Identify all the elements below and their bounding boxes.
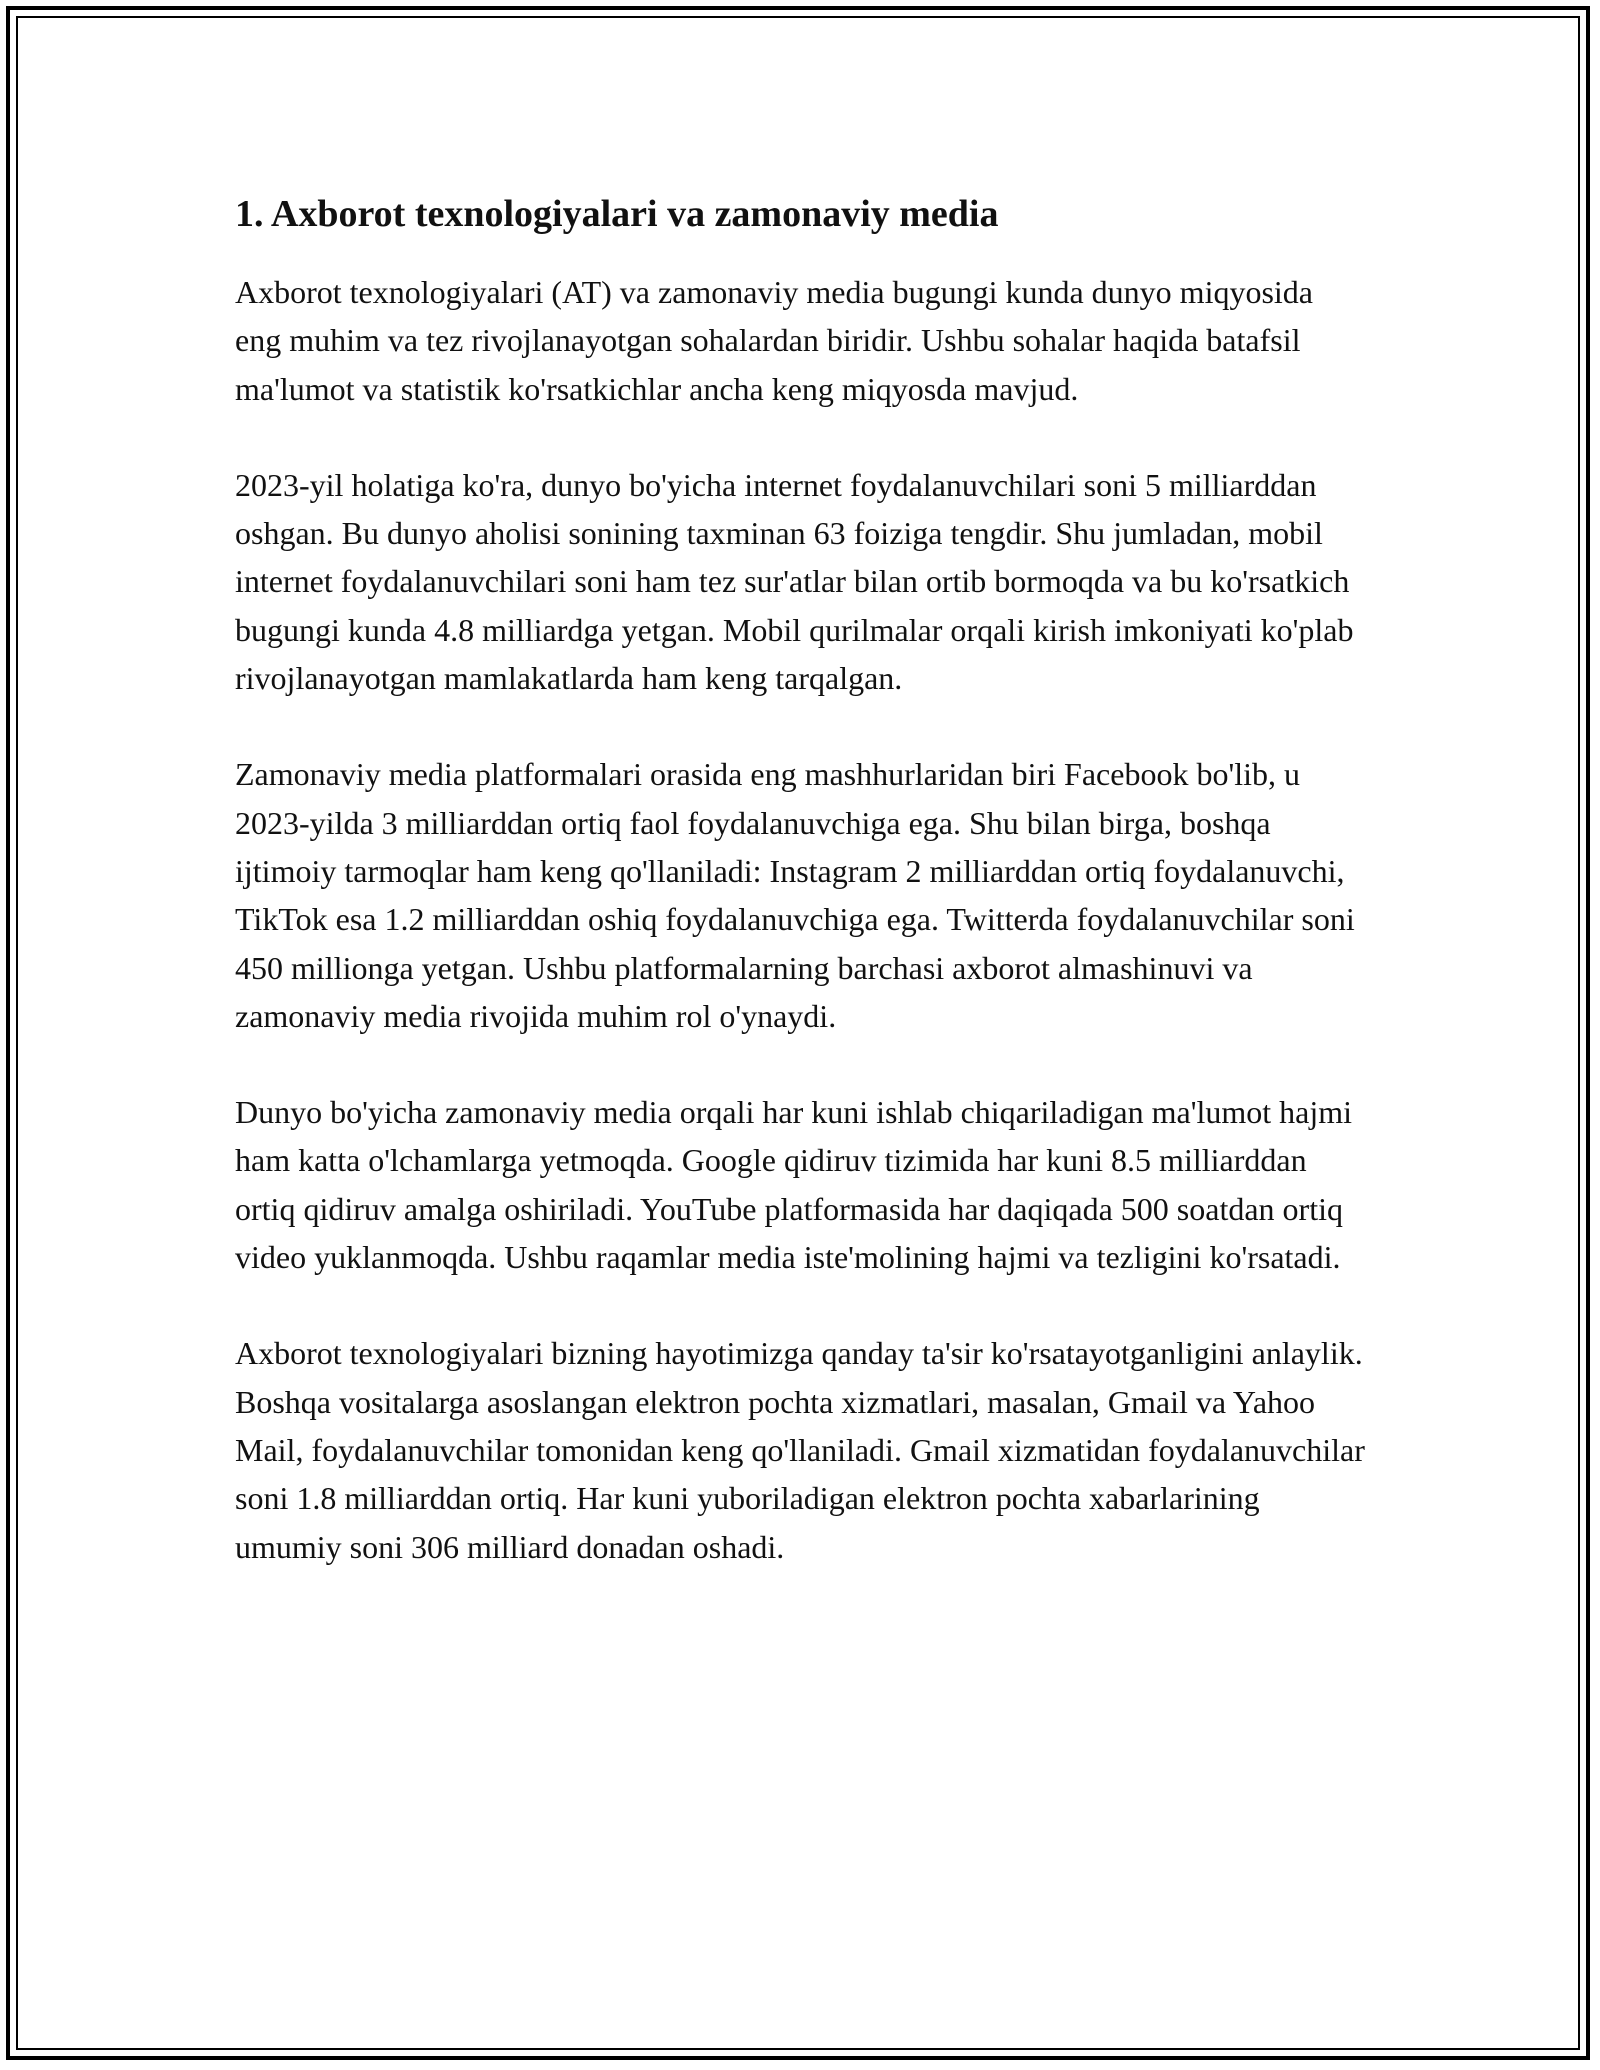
paragraph-email: Axborot texnologiyalari bizning hayotimizga qanday ta'sir ko'rsatayotganligini anlaylik. Boshqa vositalarga asoslangan elektron pochta xizmatlari, masalan, Gmail va Yahoo Mail, foydalanuvchilar tomonidan keng qo'llaniladi. Gmail xizmatidan foydalanuvchilar soni 1.8 milliarddan ortiq. Har kuni yuboriladigan elektron pochta xabarlarining umumiy soni 306 milliard donadan oshadi.: [235, 1335, 1365, 1565]
paragraph-intro: Axborot texnologiyalari (AT) va zamonaviy media bugungi kunda dunyo miqyosida eng muhim va tez rivojlanayotgan sohalardan biridir. Ushbu sohalar haqida batafsil ma'lumot va statistik ko'rsatkichlar ancha keng miqyosda mavjud.: [235, 274, 1313, 407]
paragraph-internet-users: 2023-yil holatiga ko'ra, dunyo bo'yicha internet foydalanuvchilari soni 5 milliarddan oshgan. Bu dunyo aholisi sonining taxminan 63 foiziga tengdir. Shu jumladan, mobil internet foydalanuvchilari soni ham tez sur'atlar bilan ortib bormoqda va bu ko'rsatkich bugungi kunda 4.8 milliardga yetgan. Mobil qurilmalar orqali kirish imkoniyati ko'plab rivojlanayotgan mamlakatlarda ham keng tarqalgan.: [235, 466, 1354, 697]
paragraph-data-volume: Dunyo bo'yicha zamonaviy media orqali har kuni ishlab chiqariladigan ma'lumot hajmi ham katta o'lchamlarga yetmoqda. Google qidiruv tizimida har kuni 8.5 milliarddan ortiq qidiruv amalga oshiriladi. YouTube platformasida har daqiqada 500 soatdan ortiq video yuklanmoqda. Ushbu raqamlar media iste'molining hajmi va tezligini ko'rsatadi.: [235, 1094, 1353, 1276]
paragraph-social-media: Zamonaviy media platformalari orasida eng mashhurlaridan biri Facebook bo'lib, u 2023-yilda 3 milliarddan ortiq faol foydalanuvchiga ega. Shu bilan birga, boshqa ijtimoiy tarmoqlar ham keng qo'llaniladi: Instagram 2 milliarddan ortiq foydalanuvchi, TikTok esa 1.2 milliarddan oshiq foydalanuvchiga ega. Twitterda foydalanuvchilar soni 450 millionga yetgan. Ushbu platformalarning barchasi axborot almashinuvi va zamonaviy media rivojida muhim rol o'ynaydi.: [235, 756, 1355, 1034]
section-heading: 1. Axborot texnologiyalari va zamonaviy media: [235, 193, 999, 235]
document-body: [235, 186, 1365, 1619]
